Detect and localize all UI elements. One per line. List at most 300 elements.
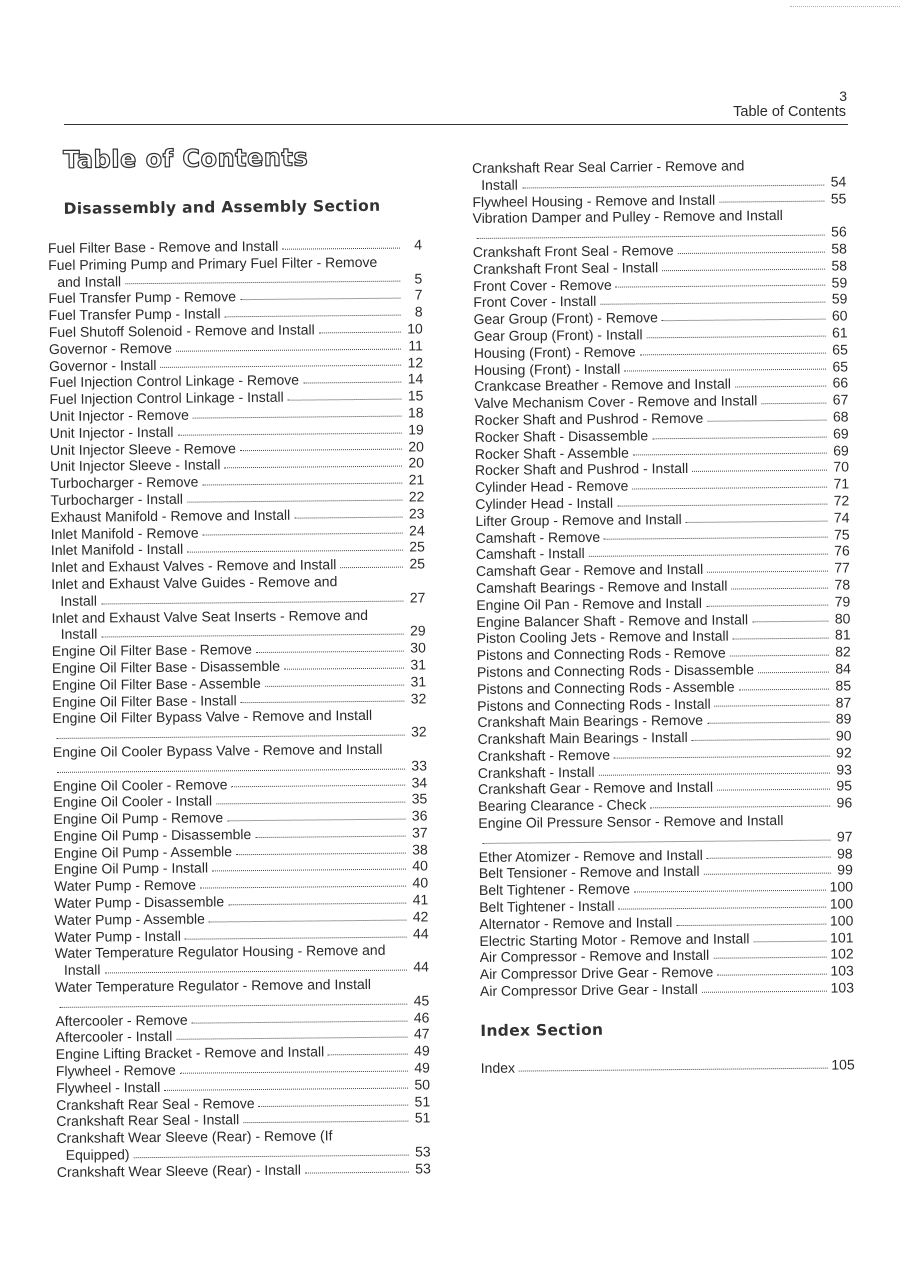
toc-entry-page-number: 36 bbox=[411, 807, 428, 824]
toc-entry-title: Inlet Manifold - Install bbox=[50, 541, 184, 559]
toc-entry-page-number: 102 bbox=[830, 945, 854, 963]
toc-entry-title: Engine Oil Filter Bypass Valve - Remove and Install bbox=[52, 707, 373, 727]
toc-entry-title: Unit Injector Sleeve - Remove bbox=[49, 439, 236, 458]
dot-leader bbox=[328, 1054, 408, 1056]
dot-leader bbox=[650, 806, 830, 809]
dot-leader bbox=[707, 722, 829, 724]
toc-entry-page-number: 81 bbox=[834, 626, 851, 643]
toc-entry-page-number: 45 bbox=[413, 992, 430, 1009]
dot-leader bbox=[706, 604, 828, 606]
toc-entry-title: Fuel Shutoff Solenoid - Remove and Install bbox=[48, 321, 315, 340]
toc-entry-continuation: Install bbox=[60, 592, 98, 609]
dot-leader bbox=[676, 923, 826, 925]
toc-entry[interactable] bbox=[478, 811, 852, 848]
toc-entry-continuation: Install bbox=[60, 625, 98, 643]
toc-entry-title: Inlet and Exhaust Valve Guides - Remove and bbox=[51, 573, 338, 592]
toc-entry-page-number: 18 bbox=[407, 404, 424, 421]
dot-leader bbox=[662, 268, 825, 271]
toc-entry-title: Fuel Filter Base - Remove and Install bbox=[47, 237, 279, 256]
toc-entry-page-number: 40 bbox=[412, 857, 429, 875]
toc-entry-title: Water Temperature Regulator Housing - Remove and bbox=[54, 942, 386, 962]
dot-leader bbox=[619, 907, 826, 910]
toc-entry-title: Rocker Shaft - Disassemble bbox=[474, 427, 649, 445]
dot-leader bbox=[231, 785, 405, 788]
toc-entry-page-number: 19 bbox=[408, 421, 424, 438]
dot-leader bbox=[678, 251, 825, 253]
disassembly-section-heading: Disassembly and Assembly Section bbox=[63, 196, 381, 218]
toc-entry-title: Water Pump - Disassemble bbox=[54, 893, 225, 912]
dot-leader bbox=[57, 735, 405, 739]
dot-leader bbox=[614, 755, 830, 758]
dot-leader bbox=[715, 705, 830, 707]
toc-entry-title: Gear Group (Front) - Install bbox=[473, 326, 643, 344]
toc-entry-title: Fuel Transfer Pump - Remove bbox=[48, 288, 237, 307]
toc-entry[interactable] bbox=[55, 942, 429, 979]
toc-entry-title: Housing (Front) - Install bbox=[473, 360, 621, 378]
toc-left-column bbox=[47, 142, 431, 1180]
dot-leader bbox=[256, 651, 404, 653]
toc-entry-page-number: 97 bbox=[836, 828, 853, 845]
toc-entry-page-number: 5 bbox=[414, 269, 423, 287]
dot-leader bbox=[101, 600, 403, 604]
toc-entry-page-number: 58 bbox=[831, 240, 847, 257]
toc-entry-page-number: 77 bbox=[834, 559, 851, 576]
dot-leader bbox=[180, 1071, 408, 1074]
toc-entry-title: Pistons and Connecting Rods - Install bbox=[477, 695, 711, 714]
toc-entry-page-number: 31 bbox=[410, 673, 427, 690]
dot-leader bbox=[284, 667, 404, 669]
dot-leader bbox=[616, 285, 826, 288]
toc-entry-page-number: 70 bbox=[833, 458, 850, 475]
toc-entry[interactable] bbox=[48, 253, 422, 290]
dot-leader bbox=[202, 483, 402, 486]
toc-entry-page-number: 20 bbox=[408, 437, 424, 455]
toc-entry-page-number: 35 bbox=[411, 790, 428, 807]
toc-entry-title: Front Cover - Install bbox=[473, 293, 597, 311]
dot-leader bbox=[212, 869, 406, 872]
toc-entry-page-number: 59 bbox=[831, 290, 848, 307]
index-section-heading: Index Section bbox=[480, 1020, 604, 1040]
dot-leader bbox=[702, 991, 827, 993]
toc-entry-page-number: 7 bbox=[414, 286, 423, 303]
toc-entry-title: Camshaft - Install bbox=[475, 545, 585, 563]
toc-entry[interactable] bbox=[55, 975, 429, 1012]
dot-leader bbox=[752, 621, 828, 623]
toc-entry-title: Electric Starting Motor - Remove and Install bbox=[479, 930, 750, 949]
toc-entry-page-number: 101 bbox=[830, 929, 854, 946]
toc-entry-page-number: 4 bbox=[414, 236, 423, 253]
toc-entry-page-number: 84 bbox=[835, 660, 851, 677]
running-header: Table of Contents bbox=[733, 104, 846, 120]
toc-entry-title: Belt Tightener - Install bbox=[479, 897, 615, 916]
toc-entry-title: Lifter Group - Remove and Install bbox=[475, 510, 682, 529]
toc-entry-title: Governor - Remove bbox=[48, 339, 172, 357]
dot-leader bbox=[713, 957, 826, 959]
toc-entry-page-number: 34 bbox=[411, 773, 428, 791]
toc-entry-page-number: 68 bbox=[832, 408, 849, 425]
dot-leader bbox=[240, 298, 400, 301]
toc-entry-page-number: 59 bbox=[831, 273, 848, 291]
toc-entry-title: Housing (Front) - Remove bbox=[473, 343, 636, 361]
toc-entry-page-number: 44 bbox=[412, 925, 429, 942]
toc-entry-title: Cylinder Head - Remove bbox=[475, 477, 629, 496]
dot-leader bbox=[227, 819, 405, 822]
toc-entry-page-number: 33 bbox=[411, 757, 428, 774]
toc-entry-title: Water Pump - Assemble bbox=[54, 910, 205, 928]
dot-leader bbox=[730, 655, 829, 657]
toc-entry-title: Engine Oil Cooler - Remove bbox=[53, 775, 228, 794]
toc-entry-page-number: 58 bbox=[831, 257, 848, 274]
toc-entry-page-number: 54 bbox=[830, 173, 847, 190]
toc-entry-continuation: Install bbox=[63, 961, 101, 979]
toc-entry-page-number: 87 bbox=[835, 693, 852, 711]
toc-entry-title: Unit Injector Sleeve - Install bbox=[49, 456, 221, 475]
dot-leader bbox=[633, 453, 827, 456]
toc-entry-page-number: 56 bbox=[831, 223, 847, 240]
toc-entry-page-number: 51 bbox=[414, 1093, 431, 1110]
toc-entry-title: Fuel Injection Control Linkage - Install bbox=[49, 388, 284, 408]
toc-entry-title: Crankshaft Gear - Remove and Install bbox=[477, 779, 714, 798]
toc-entry-title: Air Compressor - Remove and Install bbox=[479, 947, 710, 966]
toc-entry-title: Governor - Install bbox=[49, 356, 157, 374]
toc-entry-page-number: 41 bbox=[412, 891, 429, 908]
toc-entry-page-number: 14 bbox=[407, 370, 424, 387]
toc-entry-title: Camshaft - Remove bbox=[475, 528, 601, 546]
toc-entry-title: Air Compressor Drive Gear - Install bbox=[479, 980, 698, 1000]
dot-leader bbox=[303, 382, 401, 384]
dot-leader bbox=[101, 634, 403, 638]
toc-right-column bbox=[472, 156, 855, 1076]
toc-entry-page-number: 103 bbox=[830, 979, 855, 996]
toc-entry-title: Rocker Shaft and Pushrod - Install bbox=[474, 460, 689, 479]
toc-list-index bbox=[481, 1056, 855, 1076]
toc-entry-page-number: 38 bbox=[412, 841, 428, 858]
toc-entry-title: Engine Oil Filter Base - Disassemble bbox=[51, 657, 281, 676]
toc-entry-title: Crankshaft Rear Seal Carrier - Remove and bbox=[472, 157, 745, 176]
toc-entry-page-number: 11 bbox=[408, 337, 424, 354]
toc-entry-title: Water Pump - Remove bbox=[54, 876, 197, 895]
dot-leader bbox=[617, 503, 827, 506]
dot-leader bbox=[288, 399, 402, 401]
toc-entry-page-number: 80 bbox=[834, 609, 851, 627]
dot-leader bbox=[59, 1003, 407, 1007]
toc-entry-page-number: 23 bbox=[408, 505, 425, 522]
toc-entry-page-number: 40 bbox=[412, 874, 429, 891]
toc-entry-title: Index bbox=[480, 1059, 516, 1076]
toc-entry-page-number: 74 bbox=[833, 509, 850, 526]
dot-leader bbox=[193, 415, 402, 418]
toc-entry-page-number: 44 bbox=[413, 958, 429, 975]
dot-leader bbox=[692, 470, 827, 472]
toc-entry-page-number: 27 bbox=[409, 589, 426, 606]
dot-leader bbox=[758, 671, 829, 673]
toc-entry-title: Crankshaft - Remove bbox=[477, 746, 611, 764]
dot-leader bbox=[340, 567, 403, 569]
toc-entry-title: Engine Oil Pressure Sensor - Remove and Install bbox=[478, 812, 784, 832]
toc-entry-title: Engine Oil Pump - Disassemble bbox=[53, 825, 252, 844]
dot-leader bbox=[125, 281, 400, 285]
toc-entry[interactable] bbox=[51, 606, 425, 643]
dot-leader bbox=[735, 386, 826, 388]
toc-entry-title: Engine Oil Cooler - Install bbox=[53, 792, 213, 811]
toc-entry-title: Engine Balancer Shaft - Remove and Install bbox=[476, 610, 749, 630]
toc-entry[interactable] bbox=[480, 979, 854, 999]
toc-entry-page-number: 60 bbox=[831, 307, 848, 324]
toc-entry-page-number: 65 bbox=[832, 357, 849, 375]
toc-entry-title: Crankshaft Rear Seal - Install bbox=[56, 1111, 240, 1130]
toc-entry[interactable] bbox=[53, 740, 427, 777]
toc-entry-page-number: 53 bbox=[415, 1160, 431, 1177]
toc-entry-title: Camshaft Bearings - Remove and Install bbox=[476, 577, 728, 596]
toc-entry-title: Pistons and Connecting Rods - Assemble bbox=[476, 678, 735, 697]
toc-entry-title: Unit Injector - Install bbox=[49, 423, 174, 441]
toc-entry-title: Engine Oil Filter Base - Remove bbox=[51, 641, 252, 660]
toc-entry[interactable] bbox=[481, 1056, 855, 1076]
scan-edge-mark bbox=[790, 6, 900, 7]
dot-leader bbox=[240, 449, 402, 452]
toc-entry-title: Crankshaft Wear Sleeve (Rear) - Remove (If bbox=[56, 1127, 333, 1147]
toc-entry-title: Pistons and Connecting Rods - Remove bbox=[476, 644, 726, 664]
dot-leader bbox=[203, 533, 403, 536]
toc-entry-page-number: 55 bbox=[830, 190, 847, 207]
toc-entry-page-number: 10 bbox=[407, 320, 423, 337]
toc-entry-page-number: 42 bbox=[412, 908, 429, 925]
toc-entry-page-number: 8 bbox=[414, 303, 423, 320]
toc-entry[interactable] bbox=[472, 207, 846, 244]
toc-entry-title: Fuel Injection Control Linkage - Remove bbox=[49, 371, 300, 391]
dot-leader bbox=[707, 571, 828, 573]
toc-entry-title: Engine Oil Pump - Assemble bbox=[53, 842, 233, 861]
toc-entry-title: Camshaft Gear - Remove and Install bbox=[475, 560, 704, 580]
dot-leader bbox=[319, 331, 401, 333]
toc-entry-page-number: 76 bbox=[834, 542, 850, 559]
toc-entry-page-number: 99 bbox=[837, 861, 853, 878]
toc-entry-title: Bearing Clearance - Check bbox=[478, 796, 647, 815]
toc-entry-page-number: 37 bbox=[411, 824, 428, 841]
toc-entry-title: Engine Oil Pump - Install bbox=[53, 859, 209, 878]
toc-entry-page-number: 65 bbox=[832, 341, 848, 358]
toc-entry-page-number: 32 bbox=[410, 723, 427, 740]
toc-entry-page-number: 50 bbox=[414, 1076, 431, 1093]
toc-entry-title: Vibration Damper and Pulley - Remove and Install bbox=[472, 207, 783, 227]
toc-entry[interactable] bbox=[52, 707, 426, 744]
dot-leader bbox=[519, 1067, 827, 1071]
dot-leader bbox=[704, 873, 831, 875]
toc-entry-title: Flywheel - Install bbox=[55, 1078, 161, 1096]
dot-leader bbox=[717, 789, 830, 791]
toc-entry-title: Engine Oil Pump - Remove bbox=[53, 809, 224, 828]
dot-leader bbox=[176, 1037, 407, 1040]
dot-leader bbox=[161, 365, 402, 368]
toc-entry-title: Fuel Transfer Pump - Install bbox=[48, 305, 221, 324]
toc-entry[interactable] bbox=[51, 572, 425, 609]
dot-leader bbox=[692, 739, 830, 741]
dot-leader bbox=[134, 1154, 409, 1158]
dot-leader bbox=[640, 352, 826, 355]
dot-leader bbox=[185, 936, 407, 939]
toc-entry-title: Alternator - Remove and Install bbox=[479, 913, 673, 932]
toc-entry-page-number: 100 bbox=[829, 912, 854, 929]
dot-leader bbox=[634, 890, 826, 893]
toc-entry-page-number: 49 bbox=[414, 1059, 430, 1076]
toc-entry-page-number: 12 bbox=[407, 353, 424, 371]
toc-entry-page-number: 100 bbox=[829, 878, 854, 895]
toc-entry-page-number: 72 bbox=[833, 492, 850, 509]
dot-leader bbox=[652, 436, 826, 439]
dot-leader bbox=[761, 403, 826, 405]
toc-entry-page-number: 69 bbox=[832, 425, 849, 442]
toc-entry-title: Crankshaft Wear Sleeve (Rear) - Install bbox=[56, 1161, 301, 1180]
dot-leader bbox=[57, 768, 405, 772]
toc-entry-title: Flywheel - Remove bbox=[55, 1061, 176, 1080]
dot-leader bbox=[707, 856, 831, 858]
toc-entry-title: Engine Lifting Bracket - Remove and Install bbox=[55, 1043, 325, 1063]
toc-entry-page-number: 100 bbox=[829, 895, 854, 912]
header-rule bbox=[64, 124, 848, 125]
toc-entry-title: Valve Mechanism Cover - Remove and Install bbox=[474, 392, 758, 412]
toc-entry-continuation: Equipped) bbox=[65, 1146, 130, 1163]
dot-leader bbox=[259, 1104, 409, 1106]
dot-leader bbox=[719, 201, 824, 203]
toc-entry-page-number: 89 bbox=[835, 710, 852, 727]
dot-leader bbox=[589, 554, 828, 557]
dot-leader bbox=[225, 315, 401, 318]
dot-leader bbox=[209, 919, 407, 922]
toc-entry-page-number: 95 bbox=[836, 777, 853, 795]
toc-entry-page-number: 30 bbox=[410, 639, 426, 656]
toc-entry-page-number: 29 bbox=[410, 622, 426, 639]
dot-leader bbox=[225, 466, 403, 469]
toc-entry-page-number: 96 bbox=[836, 794, 853, 811]
toc-entry-page-number: 15 bbox=[407, 387, 424, 404]
toc-entry-title: Piston Cooling Jets - Remove and Install bbox=[476, 627, 729, 647]
toc-entry-page-number: 103 bbox=[830, 962, 854, 979]
dot-leader bbox=[522, 184, 824, 188]
toc-entry-title: Unit Injector - Remove bbox=[49, 406, 189, 424]
toc-entry[interactable] bbox=[56, 1127, 430, 1164]
dot-leader bbox=[600, 302, 825, 305]
toc-entry-page-number: 67 bbox=[832, 391, 849, 408]
toc-entry-page-number: 75 bbox=[833, 525, 850, 543]
toc-entry-title: Rocker Shaft - Assemble bbox=[474, 444, 629, 462]
toc-entry-title: Inlet Manifold - Remove bbox=[50, 524, 199, 542]
toc-entry-page-number: 105 bbox=[831, 1056, 855, 1073]
toc-entry-title: Flywheel Housing - Remove and Install bbox=[472, 191, 716, 210]
dot-leader bbox=[236, 852, 406, 855]
toc-entry-page-number: 47 bbox=[413, 1025, 430, 1042]
toc-entry-title: Aftercooler - Remove bbox=[55, 1011, 188, 1029]
toc-entry-title: Inlet and Exhaust Valve Seat Inserts - Remove and bbox=[51, 606, 369, 626]
toc-entry-page-number: 69 bbox=[833, 441, 849, 459]
toc-entry-title: Water Pump - Install bbox=[54, 927, 181, 945]
toc-entry-page-number: 90 bbox=[835, 727, 852, 744]
toc-entry-title: Turbocharger - Install bbox=[50, 490, 184, 508]
dot-leader bbox=[105, 970, 407, 974]
toc-entry-page-number: 66 bbox=[832, 374, 849, 391]
toc-entry-title: Crankshaft - Install bbox=[477, 763, 595, 781]
toc-entry-title: Crankshaft Main Bearings - Install bbox=[477, 729, 688, 748]
toc-entry-page-number: 20 bbox=[408, 454, 425, 471]
dot-leader bbox=[200, 886, 406, 889]
dot-leader bbox=[192, 1020, 408, 1023]
toc-entry[interactable] bbox=[57, 1160, 431, 1180]
toc-entry-title: Crankshaft Front Seal - Remove bbox=[472, 242, 674, 260]
toc-entry-title: Engine Oil Pan - Remove and Install bbox=[476, 594, 703, 613]
dot-leader bbox=[717, 974, 826, 976]
toc-entry-page-number: 98 bbox=[837, 845, 853, 862]
toc-entry-page-number: 21 bbox=[408, 471, 425, 488]
toc-entry-title: Belt Tightener - Remove bbox=[478, 880, 631, 899]
toc-entry-title: Crankshaft Main Bearings - Remove bbox=[477, 712, 704, 731]
dot-leader bbox=[624, 369, 826, 372]
toc-entry-title: Water Temperature Regulator - Remove and Install bbox=[54, 975, 372, 996]
toc-entry-page-number: 78 bbox=[834, 576, 851, 593]
toc-entry-title: Engine Oil Filter Base - Install bbox=[52, 691, 237, 710]
toc-entry-title: Gear Group (Front) - Remove bbox=[473, 309, 658, 328]
toc-entry-continuation: and Install bbox=[57, 272, 122, 290]
dot-leader bbox=[265, 684, 404, 686]
toc-entry-title: Rocker Shaft and Pushrod - Remove bbox=[474, 409, 704, 428]
dot-leader bbox=[686, 520, 828, 522]
dot-leader bbox=[733, 638, 829, 640]
dot-leader bbox=[294, 516, 402, 518]
dot-leader bbox=[731, 587, 828, 589]
dot-leader bbox=[216, 802, 405, 805]
toc-entry-title: Crankcase Breather - Remove and Install bbox=[474, 375, 732, 395]
toc-entry-title: Crankshaft Front Seal - Install bbox=[472, 258, 659, 277]
dot-leader bbox=[604, 537, 828, 540]
toc-entry-title: Engine Oil Filter Base - Assemble bbox=[52, 674, 261, 693]
toc-entry-title: Inlet and Exhaust Valves - Remove and Install bbox=[50, 556, 337, 576]
page-number: 3 bbox=[839, 88, 847, 104]
dot-leader bbox=[241, 701, 405, 704]
toc-entry-page-number: 24 bbox=[409, 521, 425, 539]
dot-leader bbox=[255, 835, 405, 837]
dot-leader bbox=[177, 432, 401, 435]
toc-entry-title: Turbocharger - Remove bbox=[50, 473, 199, 492]
toc-entry-title: Engine Oil Cooler Bypass Valve - Remove and Install bbox=[52, 740, 383, 760]
toc-list-left bbox=[48, 236, 431, 1180]
toc-entry-page-number: 46 bbox=[413, 1009, 430, 1026]
dot-leader bbox=[707, 419, 826, 421]
dot-leader bbox=[164, 1087, 408, 1090]
dot-leader bbox=[187, 499, 402, 502]
toc-entry-page-number: 25 bbox=[409, 538, 425, 555]
toc-entry-title: Exhaust Manifold - Remove and Install bbox=[50, 506, 291, 525]
dot-leader bbox=[176, 348, 401, 351]
dot-leader bbox=[599, 772, 830, 775]
toc-entry-continuation: Install bbox=[481, 176, 518, 193]
toc-entry-page-number: 85 bbox=[835, 677, 852, 694]
toc-entry-title: Air Compressor Drive Gear - Remove bbox=[479, 963, 714, 983]
toc-entry-title: Aftercooler - Install bbox=[55, 1028, 173, 1046]
toc-entry-page-number: 53 bbox=[415, 1143, 431, 1160]
dot-leader bbox=[243, 1121, 408, 1124]
toc-entry-page-number: 79 bbox=[834, 593, 851, 610]
dot-leader bbox=[739, 688, 829, 690]
toc-entry-title: Fuel Priming Pump and Primary Fuel Filter - Remove bbox=[48, 253, 378, 273]
dot-leader bbox=[632, 487, 827, 490]
toc-entry-title: Pistons and Connecting Rods - Disassemble bbox=[476, 661, 755, 680]
toc-entry-page-number: 51 bbox=[414, 1109, 431, 1126]
dot-leader bbox=[282, 248, 400, 250]
dot-leader bbox=[647, 335, 826, 338]
dot-leader bbox=[228, 903, 406, 906]
toc-entry-page-number: 93 bbox=[836, 761, 852, 778]
toc-entry-page-number: 49 bbox=[414, 1042, 430, 1059]
toc-list-right bbox=[472, 156, 854, 999]
toc-entry[interactable] bbox=[472, 156, 846, 193]
